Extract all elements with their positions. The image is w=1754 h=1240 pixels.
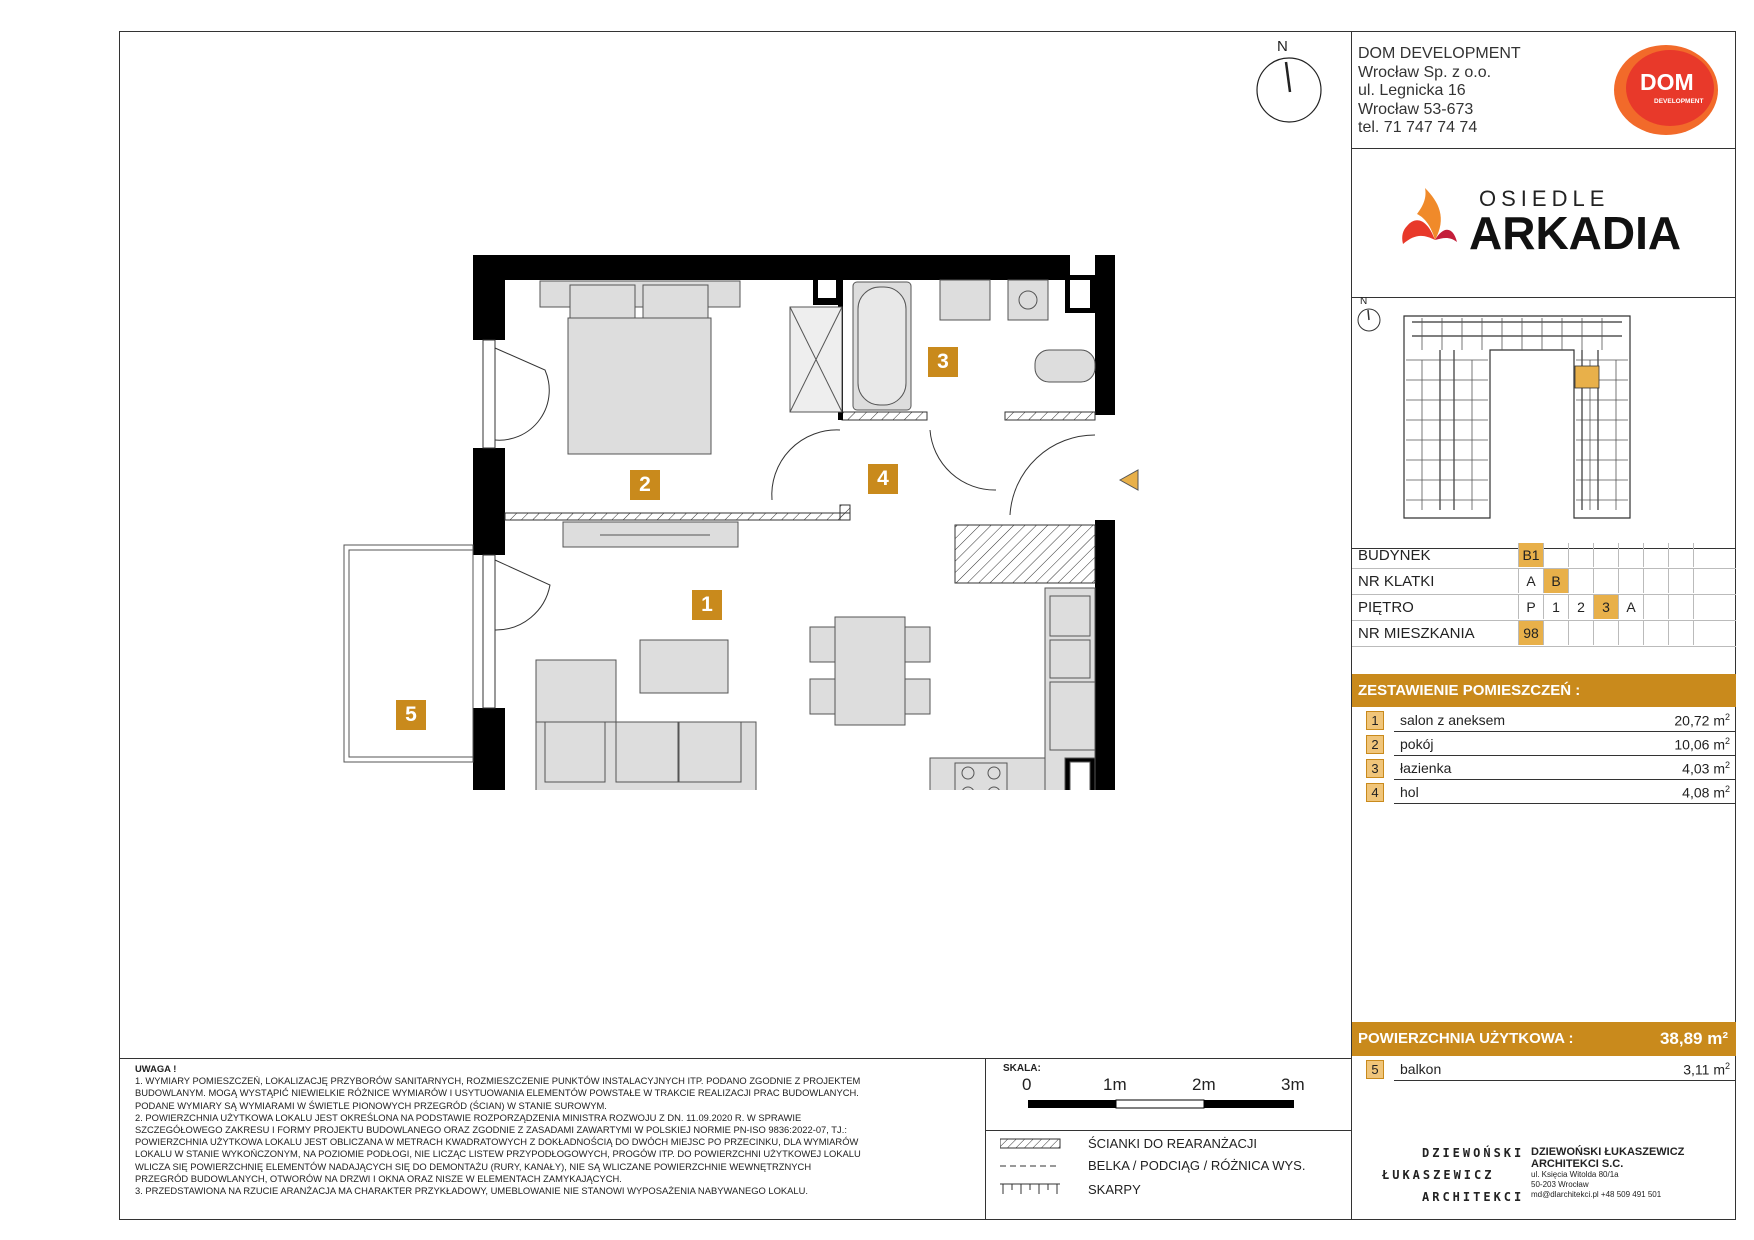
floor-option: P	[1518, 595, 1543, 619]
floor-label: PIĘTRO	[1358, 599, 1414, 616]
company-line: DOM DEVELOPMENT	[1358, 45, 1521, 62]
scale-label: SKALA:	[1003, 1063, 1041, 1074]
architect-logo-line: ARCHITEKCI	[1422, 1190, 1525, 1204]
entry-marker-icon	[1120, 470, 1138, 490]
floor-plan	[340, 250, 1140, 790]
logo-arkadia: ARKADIA	[1469, 207, 1682, 259]
kitchen-units	[930, 588, 1095, 790]
footer-divider	[119, 1058, 1351, 1059]
usable-area-bar	[1352, 1022, 1736, 1056]
note-line: PODANE WYMIARY SĄ WYMIARAMI W ŚWIETLE PIONOWYCH PRZEGRÓD (ŚCIAN) W STANIE SUROWYM.	[135, 1099, 607, 1111]
staircase-option: A	[1518, 569, 1543, 593]
company-address	[1358, 45, 1521, 138]
room-row: 1 salon z aneksem 20,72 $m^2$	[1352, 708, 1736, 732]
note-line: 2. POWIERZCHNIA UŻYTKOWA LOKALU JEST OKREŚLONA NA PODSTAWIE ROZPORZĄDZENIA MINISTRA ROZWOJU Z DN. 11.09.2020 R. W SPRAWIE	[135, 1111, 802, 1123]
room-row: 3 łazienka 4,03 $m^2$	[1352, 756, 1736, 780]
architect-address: 50-203 Wrocław	[1531, 1180, 1589, 1189]
apartment-label: NR MIESZKANIA	[1358, 625, 1475, 642]
legend-text: SKARPY	[1088, 1182, 1141, 1197]
architect-logo-line: ŁUKASZEWICZ	[1382, 1168, 1495, 1182]
scale-tick: 0	[1022, 1075, 1032, 1094]
building-row	[1352, 543, 1736, 569]
staircase-option-selected: B	[1543, 569, 1568, 593]
architect-logo-line: DZIEWOŃSKI	[1422, 1146, 1525, 1160]
note-line: BUDOWLANYM. MOGĄ WYSTĄPIĆ NIEWIELKIE RÓŻNICE WYMIARÓW I USYTUOWANIA ELEMENTÓW POWSTAŁE W TRAKCIE REALIZACJI PRAC BUDOWLANYCH.	[135, 1087, 859, 1099]
hatch-icon	[1000, 1138, 1062, 1150]
slope-icon	[1000, 1182, 1062, 1196]
room-row: 4 hol 4,08 $m^2$	[1352, 780, 1736, 804]
building-label: BUDYNEK	[1358, 547, 1431, 564]
north-label: N	[1277, 38, 1288, 55]
logo-text-development: DEVELOPMENT	[1654, 98, 1704, 105]
architect-logo	[1382, 1146, 1525, 1204]
balcony-row: 5 balkon 3,11 $m^2$	[1352, 1057, 1736, 1081]
note-line: 1. WYMIARY POMIESZCZEŃ, LOKALIZACJĘ PRZYBORÓW SANITARNYCH, ROZMIESZCZENIE PUNKTÓW INSTALACYJNYCH ITP. PODANO ZGODNIE Z PROJEKTEM	[135, 1075, 861, 1087]
room-label-1: 1	[692, 590, 722, 620]
note-line: LOKALU W STANIE WYKOŃCZONYM, NA POZIOMIE PODŁOGI, NIE LICZĄC LISTEW PRZYPODŁOGOWYCH, PROGÓW ITP. DO POWIERZCHNI UŻYTKOWEJ LOKALU	[135, 1148, 861, 1160]
keyplan-north	[1356, 296, 1382, 338]
north-arrow-icon	[1255, 56, 1323, 124]
architect-address: ul. Księcia Witolda 80/1a	[1531, 1170, 1619, 1179]
legend-text: ŚCIANKI DO REARANŻACJI	[1088, 1136, 1258, 1151]
highlighted-apartment	[1575, 366, 1599, 388]
room-label-2: 2	[630, 470, 660, 500]
usable-area-value: 38,89 m²	[1659, 1029, 1728, 1048]
company-line: Wrocław Sp. z o.o.	[1358, 63, 1492, 81]
floor-option: 2	[1568, 595, 1593, 619]
scale-tick: 2m	[1192, 1075, 1216, 1094]
note-line: SZCZEGÓŁOWEGO ZAKRESU I FORMY PROJEKTU BUDOWLANEGO ORAZ ZGODNIE Z ZASADAMI ZAWARTYMI W POLSKIEJ NORMIE PN-ISO 9836:2022-07, TJ.:	[135, 1124, 847, 1136]
info-table	[1352, 543, 1736, 647]
note-line: 3. PRZEDSTAWIONA NA RZUCIE ARANŻACJA MA CHARAKTER PRZYKŁADOWY, UMEBLOWANIE NIE STANOWI WYPOSAŻENIA NABYWANEGO LOKALU.	[135, 1185, 809, 1197]
note-line: POWIERZCHNIA UŻYTKOWA LOKALU JEST OBLICZANA W METRACH KWADRATOWYCH Z DOKŁADNOŚCIĄ DO DWÓCH MIEJSC PO PRZECINKU, DLA WYMIARÓW	[135, 1136, 859, 1148]
floor-row	[1352, 595, 1736, 621]
note-line: PRZEGRÓD BUDOWLANYCH, OTWORÓW NA DRZWI I OKNA ORAZ NISZE W ELEMENTACH ZAMYKAJĄCYCH.	[135, 1172, 622, 1184]
logo-osiedle: OSIEDLE	[1479, 186, 1610, 211]
building-value: B1	[1518, 543, 1543, 567]
dom-development-logo	[1610, 40, 1722, 140]
floor-option-selected: 3	[1593, 595, 1618, 619]
apartment-row	[1352, 621, 1736, 647]
notes-title: UWAGA !	[135, 1063, 177, 1074]
staircase-label: NR KLATKI	[1358, 573, 1435, 590]
apartment-value: 98	[1518, 621, 1543, 645]
architect-info	[1531, 1146, 1684, 1200]
architect-name: DZIEWOŃSKI ŁUKASZEWICZ	[1531, 1146, 1685, 1158]
living-room-furniture	[536, 617, 930, 790]
compass-icon	[1356, 307, 1382, 333]
room-row: 2 pokój 10,06 $m^2$	[1352, 732, 1736, 756]
floor-option: 1	[1543, 595, 1568, 619]
building-keyplan	[1402, 310, 1632, 520]
staircase-row	[1352, 569, 1736, 595]
company-line: ul. Legnicka 16	[1358, 82, 1466, 99]
bedroom-furniture	[540, 281, 740, 547]
legend-text: BELKA / PODCIĄG / RÓŻNICA WYS.	[1088, 1158, 1306, 1173]
notes	[135, 1063, 965, 1197]
rooms-header: ZESTAWIENIE POMIESZCZEŃ :	[1352, 674, 1736, 707]
scale-tick: 1m	[1103, 1075, 1127, 1094]
room-label-4: 4	[868, 464, 898, 494]
room-label-5: 5	[396, 700, 426, 730]
scale-tick: 3m	[1281, 1075, 1305, 1094]
scale-bar	[1028, 1098, 1298, 1110]
architect-name: ARCHITEKCI S.C.	[1531, 1158, 1624, 1170]
company-line: tel. 71 747 74 74	[1358, 119, 1478, 136]
room-label-3: 3	[928, 347, 958, 377]
architect-contact: md@dlarchitekci.pl +48 509 491 501	[1531, 1190, 1662, 1199]
dashed-line-icon	[1000, 1163, 1062, 1169]
usable-area-label: POWIERZCHNIA UŻYTKOWA :	[1358, 1030, 1574, 1047]
company-line: Wrocław 53-673	[1358, 100, 1474, 118]
note-line: WLICZA SIĘ POWIERZCHNIĘ ELEMENTÓW NADAJĄCYCH SIĘ DO DEMONTAŻU (RURY, KANAŁY), NIE SĄ WLICZANE POWIERZCHNIE WEWNĘTRZNYCH	[135, 1160, 812, 1172]
flame-icon	[1402, 188, 1457, 244]
keyplan-north-label: N	[1360, 296, 1368, 307]
osiedle-arkadia-logo	[1395, 182, 1685, 262]
floor-option: A	[1618, 595, 1643, 619]
logo-text-dom: DOM	[1640, 69, 1694, 95]
